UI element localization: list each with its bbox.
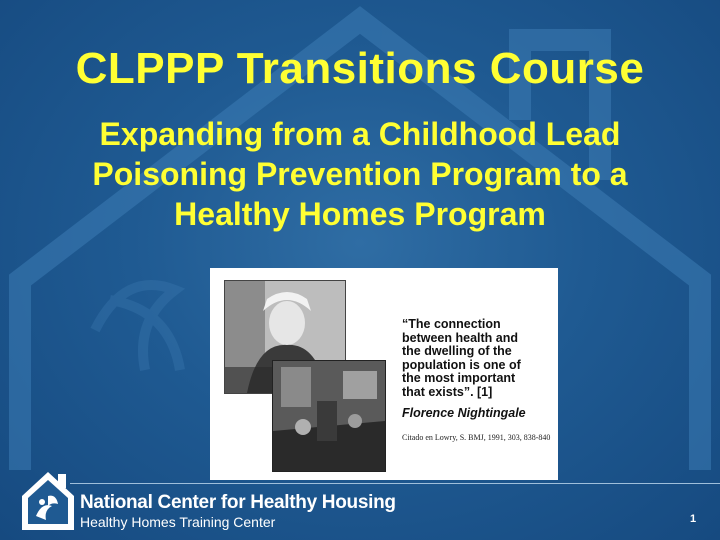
quote-line: “The connection bbox=[402, 317, 501, 331]
quote-line: population is one of bbox=[402, 357, 521, 372]
page-number: 1 bbox=[690, 513, 697, 525]
subtitle-line: Poisoning Prevention Program to a bbox=[92, 156, 628, 192]
quote-line: the dwelling of the bbox=[402, 344, 512, 358]
quote-text bbox=[402, 318, 552, 399]
quote-citation: Citado en Lowry, S. BMJ, 1991, 303, 838-840 bbox=[402, 433, 551, 442]
quote-line: the most important bbox=[402, 371, 516, 385]
subtitle-line: Expanding from a Childhood Lead bbox=[99, 116, 621, 152]
org-subtitle: Healthy Homes Training Center bbox=[80, 514, 276, 530]
quote-card bbox=[210, 268, 558, 480]
quote-line: that exists”. [1] bbox=[402, 384, 493, 399]
slide-title: CLPPP Transitions Course bbox=[75, 44, 645, 93]
tenement-photo bbox=[272, 360, 386, 472]
house-logo-icon bbox=[18, 466, 78, 534]
subtitle-line: Healthy Homes Program bbox=[174, 196, 546, 232]
quote-line: between health and bbox=[402, 330, 518, 345]
slide-subtitle bbox=[40, 114, 680, 234]
quote-author: Florence Nightingale bbox=[402, 406, 526, 420]
footer-divider bbox=[70, 483, 720, 484]
org-name: National Center for Healthy Housing bbox=[80, 492, 396, 513]
